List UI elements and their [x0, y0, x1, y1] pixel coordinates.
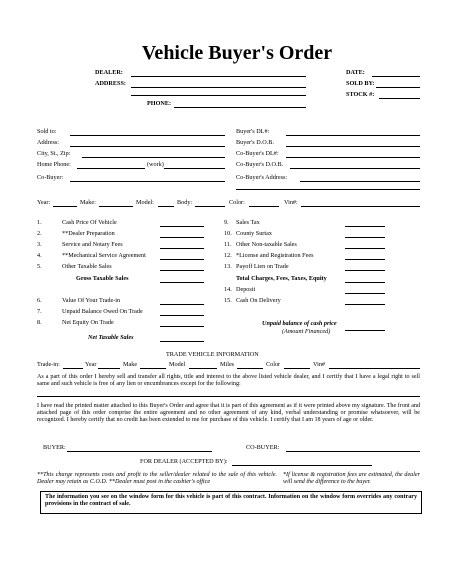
stock-label: STOCK #: — [346, 91, 375, 98]
page-title: Vehicle Buyer's Order — [141, 42, 333, 64]
item-11-label: Other Non-taxable Sales — [236, 241, 297, 248]
net-taxable-label: Net Taxable Sales — [88, 334, 134, 341]
item-13-num: 13. — [224, 263, 232, 270]
vehicle-make-label: Make: — [80, 199, 96, 206]
buyer-dob-label: Buyer's D.O.B. — [236, 139, 274, 146]
vehicle-body-field[interactable] — [195, 206, 225, 207]
sold-to-label: Sold to: — [37, 128, 57, 135]
window-form-notice: The information you see on the window form for this vehicle is part of this contract. Information on the window form overrides any contrary provisions in the contract of sale. — [45, 494, 417, 507]
city-label: City, St., Zip: — [37, 150, 71, 157]
co-buyer-address-field[interactable] — [300, 181, 420, 182]
co-buyer-dob-label: Co-Buyer's D.O.B. — [236, 161, 284, 168]
item-14-label: Deposit — [236, 286, 256, 293]
net-taxable-field[interactable] — [160, 341, 204, 342]
unpaid-balance-field[interactable] — [345, 330, 385, 331]
item-14-field[interactable] — [345, 293, 385, 294]
co-buyer-signature-field[interactable] — [286, 451, 420, 452]
co-buyer-dl-label: Co-Buyer's DL#: — [236, 150, 279, 157]
item-11-field[interactable] — [345, 248, 385, 249]
item-15-field[interactable] — [345, 304, 385, 305]
item-4-num: 4. — [37, 252, 42, 259]
item-15-label: Cash On Delivery — [236, 297, 281, 304]
item-14-num: 14. — [224, 286, 232, 293]
buyer-dl-field[interactable] — [286, 135, 420, 136]
buyer-dob-field[interactable] — [286, 146, 420, 147]
item-2-field[interactable] — [160, 237, 204, 238]
item-3-label: Service and Notary Fees — [62, 241, 123, 248]
trade-in-field[interactable] — [63, 368, 83, 369]
dealer-signature-field[interactable] — [232, 465, 372, 466]
dealer-field[interactable] — [131, 76, 306, 77]
item-6-label: Value Of Your Trade-in — [62, 297, 121, 304]
co-buyer-signature-label: CO-BUYER: — [246, 444, 280, 451]
item-13-label: Payoff Lien on Trade — [236, 263, 289, 270]
home-phone-field[interactable] — [77, 168, 145, 169]
item-11-num: 11. — [224, 241, 232, 248]
trade-color-label: Color — [266, 361, 281, 368]
address-label: ADDRESS: — [95, 80, 126, 87]
item-12-field[interactable] — [345, 259, 385, 260]
gross-taxable-label: Gross Taxable Sales — [76, 275, 129, 282]
sold-by-label: SOLD BY: — [346, 80, 375, 87]
item-8-label: Net Equity On Trade — [62, 319, 114, 326]
buyer-signature-label: BUYER: — [43, 444, 66, 451]
item-3-num: 3. — [37, 241, 42, 248]
item-7-num: 7. — [37, 308, 42, 315]
sold-by-field[interactable] — [376, 87, 420, 88]
dealer-signature-label: FOR DEALER (ACCEPTED BY): — [140, 458, 228, 465]
item-9-num: 9. — [224, 219, 229, 226]
trade-miles-label: Miles — [220, 361, 235, 368]
item-2-label: **Dealer Preparation — [62, 230, 115, 237]
work-label: (work) — [147, 161, 164, 168]
vehicle-make-field[interactable] — [99, 206, 133, 207]
buyer-address-field[interactable] — [70, 146, 225, 147]
trade-year-label: Year — [85, 361, 97, 368]
co-buyer-address-field-2[interactable] — [236, 189, 420, 190]
item-10-num: 10. — [224, 230, 232, 237]
sold-to-field[interactable] — [70, 135, 225, 136]
dealer-label: DEALER: — [95, 69, 123, 76]
phone-field[interactable] — [174, 107, 306, 108]
trade-make-label: Make — [123, 361, 138, 368]
address-field-2[interactable] — [131, 95, 306, 96]
item-4-field[interactable] — [160, 259, 204, 260]
item-1-num: 1. — [37, 219, 42, 226]
dealer-note: **This charge represents costs and profit to the seller/dealer related to the sale of this vehicle. Dealer may retain as C.O.D. **Dealer must post in the cashier's office — [37, 472, 277, 485]
vehicle-color-field[interactable] — [249, 206, 279, 207]
stock-field[interactable] — [379, 98, 420, 99]
item-3-field[interactable] — [160, 248, 204, 249]
item-9-field[interactable] — [345, 226, 385, 227]
vehicle-color-label: Color: — [229, 199, 245, 206]
lien-line-1[interactable] — [37, 396, 420, 397]
co-buyer-address-label: Co-Buyer's Address: — [236, 174, 288, 181]
transfer-paragraph: As a part of this order I hereby sell and transfer all rights, title and interest to the above listed vehicle dealer, and I certify that I have a legal right to sell same and such vehicle is free of any lien or encumbrances except for the following: — [37, 374, 420, 387]
total-charges-label: Total Charges, Fees, Taxes, Equity — [236, 275, 327, 282]
vehicle-vin-field[interactable] — [301, 206, 420, 207]
trade-model-field[interactable] — [189, 368, 217, 369]
item-9-label: Sales Tax — [236, 219, 260, 226]
trade-vin-field[interactable] — [329, 368, 420, 369]
item-6-num: 6. — [37, 297, 42, 304]
vehicle-model-label: Model: — [136, 199, 154, 206]
trade-model-label: Model — [169, 361, 186, 368]
date-label: DATE: — [346, 69, 365, 76]
vehicle-body-label: Body: — [177, 199, 193, 206]
item-5-label: Other Taxable Sales — [62, 263, 112, 270]
item-15-num: 15. — [224, 297, 232, 304]
agreement-paragraph: I have read the printed matter attached to this Buyer's Order and agree that it is part of this agreement as if it were printed above my signature. The front and attached page of this order comprise the entire agreement and no other agreement of any kind, verbal understanding or promise whatsoever, will be recognized. I hereby certify that no credit has been extended to me for purchase of this vehicle. I certify that I am 18 years of age or older. — [37, 403, 420, 423]
co-buyer-field[interactable] — [70, 181, 225, 182]
item-5-num: 5. — [37, 263, 42, 270]
work-phone-field[interactable] — [164, 168, 225, 169]
city-field[interactable] — [82, 157, 225, 158]
amount-financed-label: (Amount Financed) — [282, 328, 331, 335]
item-1-label: Cash Price Of Vehicle — [62, 219, 117, 226]
item-7-field[interactable] — [160, 315, 204, 316]
unpaid-balance-label: Unpaid balance of cash price — [262, 320, 337, 327]
trade-miles-field[interactable] — [237, 368, 263, 369]
co-buyer-dob-field[interactable] — [290, 168, 420, 169]
item-4-label: **Mechanical Service Agreement — [62, 252, 146, 259]
item-10-field[interactable] — [345, 237, 385, 238]
item-8-num: 8. — [37, 319, 42, 326]
vehicle-year-label: Year: — [37, 199, 51, 206]
trade-heading: TRADE VEHICLE INFORMATION — [166, 351, 259, 358]
co-buyer-dl-field[interactable] — [286, 157, 420, 158]
item-2-num: 2. — [37, 230, 42, 237]
item-6-field[interactable] — [160, 304, 204, 305]
item-7-label: Unpaid Balance Owed On Trade — [62, 308, 143, 315]
gross-taxable-field[interactable] — [160, 282, 204, 283]
co-buyer-label: Co-Buyer: — [37, 174, 64, 181]
item-8-field[interactable] — [160, 326, 204, 327]
trade-make-field[interactable] — [140, 368, 166, 369]
vehicle-model-field[interactable] — [158, 206, 174, 207]
buyer-address-label: Address: — [37, 139, 59, 146]
trade-year-field[interactable] — [98, 368, 120, 369]
address-field[interactable] — [131, 87, 306, 88]
date-field[interactable] — [372, 76, 420, 77]
item-12-num: 12. — [224, 252, 232, 259]
trade-color-field[interactable] — [284, 368, 310, 369]
trade-vin-label: Vin# — [313, 361, 326, 368]
trade-in-label: Trade-in: — [37, 361, 60, 368]
item-1-field[interactable] — [160, 226, 204, 227]
item-10-label: County Surtax — [236, 230, 272, 237]
buyer-signature-field[interactable] — [67, 451, 212, 452]
vehicle-vin-label: Vin#: — [284, 199, 298, 206]
item-5-field[interactable] — [160, 270, 204, 271]
item-12-label: *License and Registration Fees — [236, 252, 314, 259]
total-charges-field[interactable] — [345, 282, 385, 283]
home-phone-label: Home Phone: — [37, 161, 71, 168]
phone-label: PHONE: — [147, 100, 172, 107]
item-13-field[interactable] — [345, 270, 385, 271]
vehicle-year-field[interactable] — [53, 206, 77, 207]
buyer-dl-label: Buyer's DL#: — [236, 128, 270, 135]
license-note: *If license & registration fees are estimated, the dealer will send the difference to the buyer. — [283, 472, 420, 485]
